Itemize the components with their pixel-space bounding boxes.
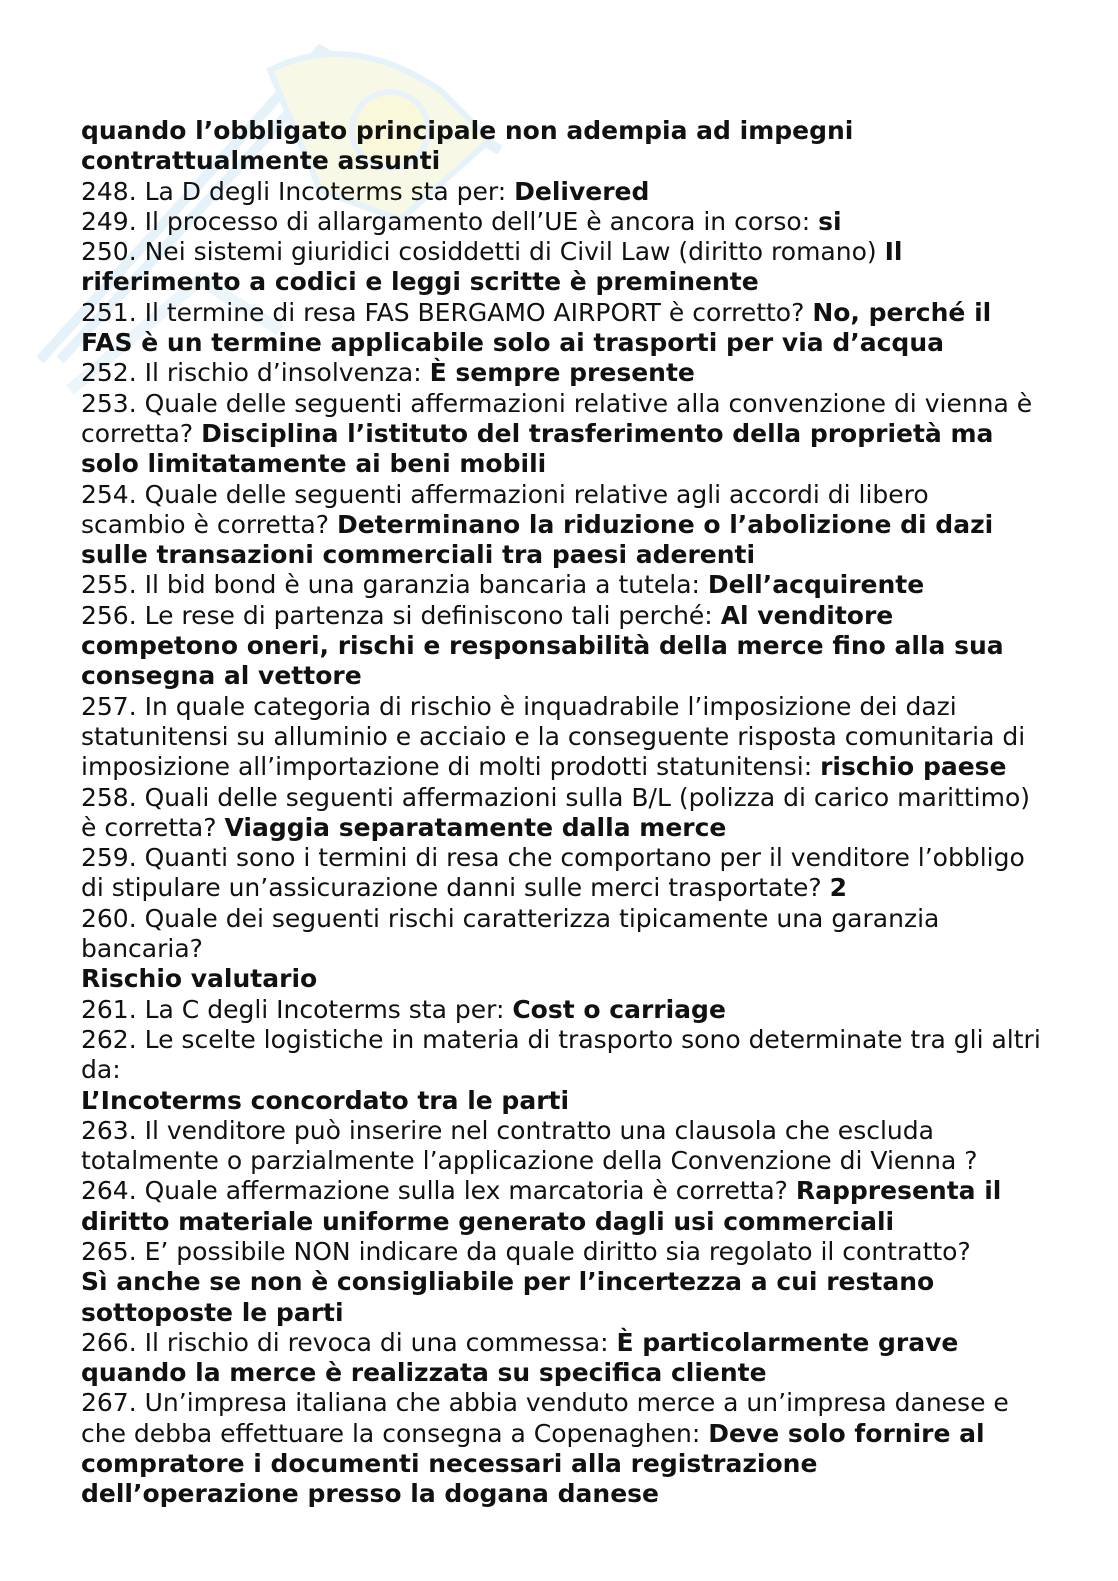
question-item [81, 783, 1041, 844]
question-text: 253. Quale delle seguenti affermazioni relative alla convenzione di vienna è corretta? [81, 388, 1033, 448]
question-text: 263. Il venditore può inserire nel contratto una clausola che escluda totalmente o parzialmente l’applicazione della Convenzione di Vienna ? [81, 1115, 978, 1176]
question-text: 262. Le scelte logistiche in materia di trasporto sono determinate tra gli altri da: [81, 1024, 1041, 1085]
question-text: 250. Nei sistemi giuridici cosiddetti di Civil Law (diritto romano) [81, 237, 885, 267]
question-text: 259. Quanti sono i termini di resa che comportano per il venditore l’obbligo di stipulare un’assicurazione danni sulle merci trasportate? [81, 843, 1025, 903]
answer-text: L’Incoterms concordato tra le parti [81, 1085, 570, 1115]
question-item [81, 237, 1041, 298]
answer-text: Disciplina l’istituto del trasferimento della proprietà ma solo limitatamente ai beni mobili [81, 418, 994, 479]
question-item [81, 692, 1041, 783]
question-item [81, 904, 1041, 995]
question-text: 261. La C degli Incoterms sta per: [81, 994, 513, 1024]
question-list [81, 177, 1041, 1510]
question-text: 267. Un’impresa italiana che abbia venduto merce a un’impresa danese e che debba effettuare la consegna a Copenaghen: [81, 1388, 1009, 1448]
question-item [81, 1388, 1041, 1509]
answer-text: Deve solo fornire al compratore i documenti necessari alla registrazione dell’operazione presso la dogana danese [81, 1418, 985, 1509]
intro-answer: quando l’obbligato principale non adempia ad impegni contrattualmente assunti [81, 116, 854, 176]
question-item [81, 1025, 1041, 1116]
question-text: 249. Il processo di allargamento dell’UE è ancora in corso: [81, 206, 819, 236]
answer-text: Determinano la riduzione o l’abolizione di dazi sulle transazioni commerciali tra paesi aderenti [81, 509, 994, 570]
question-text: 264. Quale affermazione sulla lex marcatoria è corretta? [81, 1176, 796, 1206]
answer-text: Viaggia separatamente dalla merce [224, 812, 727, 842]
question-text: 252. Il rischio d’insolvenza: [81, 358, 430, 388]
question-text: 251. Il termine di resa FAS BERGAMO AIRPORT è corretto? [81, 297, 813, 327]
answer-text: Al venditore competono oneri, rischi e responsabilità della merce fino alla sua consegna al vettore [81, 600, 1004, 691]
answer-text: si [818, 206, 842, 236]
answer-text: Rappresenta il diritto materiale uniforme generato dagli usi commerciali [81, 1176, 1002, 1236]
question-item [81, 480, 1041, 571]
answer-text: Sì anche se non è consigliabile per l’incertezza a cui restano sottoposte le parti [81, 1267, 935, 1327]
answer-text: Rischio valutario [81, 964, 318, 994]
question-text: 258. Quali delle seguenti affermazioni sulla B/L (polizza di carico marittimo) è corretta? [81, 782, 1031, 842]
answer-text: Delivered [514, 176, 650, 206]
question-item [81, 843, 1041, 904]
answer-text: rischio paese [820, 752, 1007, 782]
document-body [81, 116, 1041, 1510]
answer-text: È particolarmente grave quando la merce è realizzata su specifica cliente [81, 1327, 959, 1388]
question-item [81, 207, 1041, 237]
answer-text: 2 [829, 873, 848, 903]
question-text: 260. Quale dei seguenti rischi caratterizza tipicamente una garanzia bancaria? [81, 903, 940, 964]
answer-text: Dell’acquirente [707, 570, 925, 600]
question-text: 248. La D degli Incoterms sta per: [81, 176, 515, 206]
question-text: 255. Il bid bond è una garanzia bancaria a tutela: [81, 570, 708, 600]
question-item [81, 1176, 1041, 1237]
question-text: 254. Quale delle seguenti affermazioni relative agli accordi di libero scambio è corretta? [81, 479, 929, 539]
question-item [81, 1328, 1041, 1389]
answer-text: È sempre presente [429, 358, 695, 388]
question-text: 256. Le rese di partenza si definiscono tali perché: [81, 600, 721, 630]
question-item [81, 995, 1041, 1025]
question-item [81, 298, 1041, 359]
question-item [81, 570, 1041, 600]
question-item [81, 177, 1041, 207]
question-item [81, 1237, 1041, 1328]
question-text: 265. E’ possibile NON indicare da quale diritto sia regolato il contratto? [81, 1236, 971, 1266]
question-item [81, 601, 1041, 692]
answer-text: No, perché il FAS è un termine applicabile solo ai trasporti per via d’acqua [81, 297, 992, 358]
answer-text: Cost o carriage [512, 994, 726, 1024]
question-item [81, 1116, 1041, 1177]
question-text: 257. In quale categoria di rischio è inquadrabile l’imposizione dei dazi statunitensi su alluminio e acciaio e la conseguente risposta comunitaria di imposizione all’importazione di molti prodotti statunitensi: [81, 691, 1026, 782]
question-text: 266. Il rischio di revoca di una commessa: [81, 1327, 617, 1357]
question-item [81, 389, 1041, 480]
answer-text: Il riferimento a codici e leggi scritte è preminente [81, 237, 903, 297]
question-item [81, 358, 1041, 388]
